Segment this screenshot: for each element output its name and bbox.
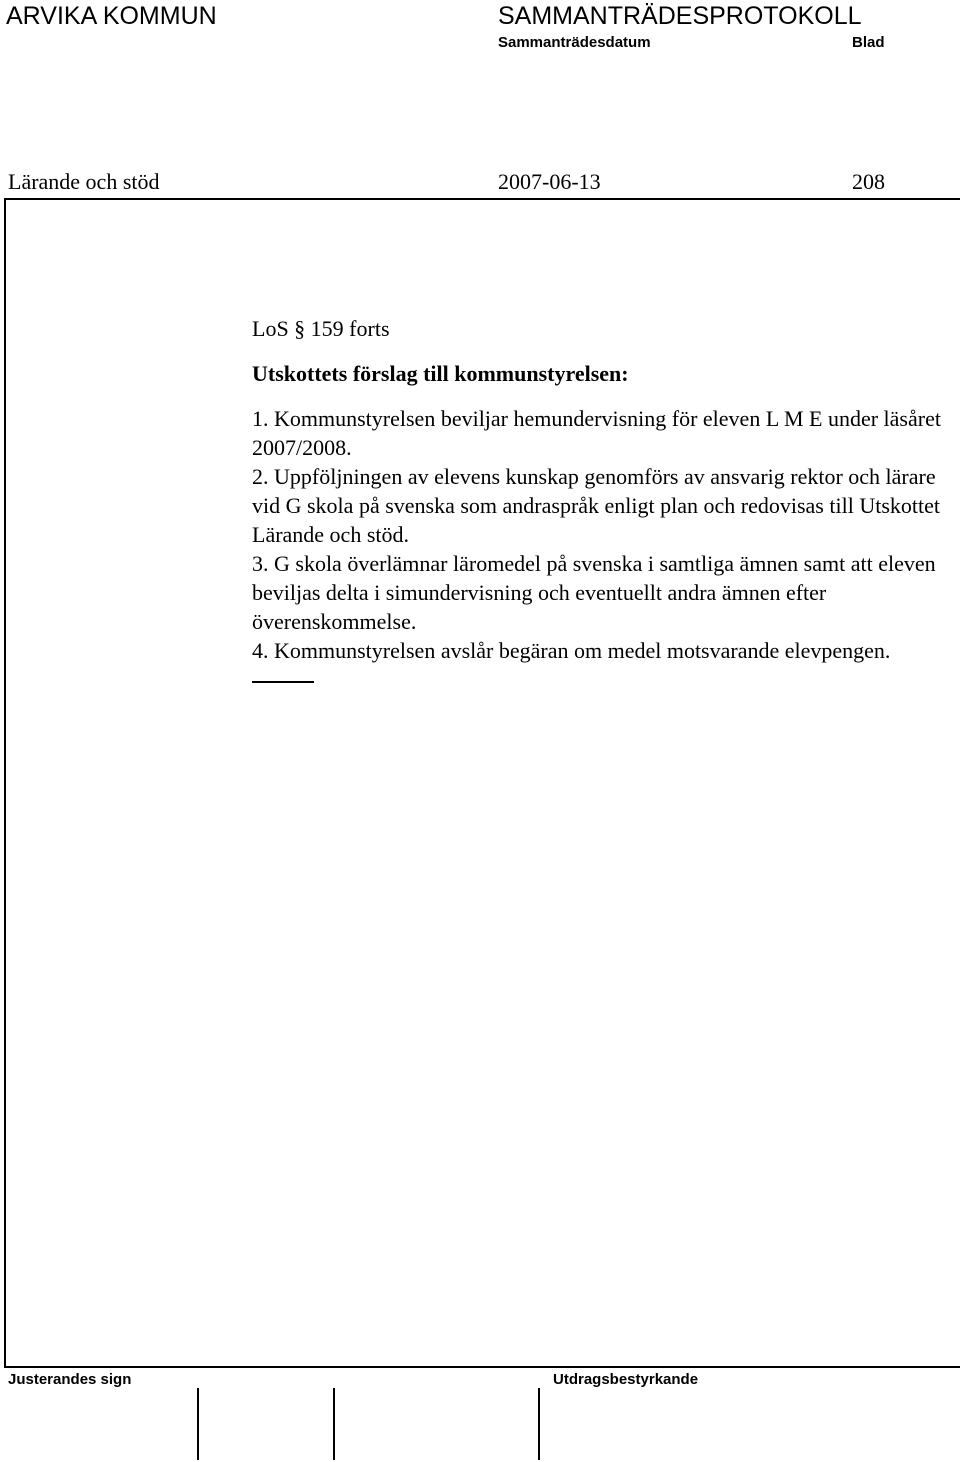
left-margin-rule	[4, 198, 6, 1366]
page-number: 208	[852, 169, 885, 194]
decision-item: 2. Uppföljningen av elevens kunskap genomförs av ansvarig rektor och lärare vid G skola på svenska som andraspråk enligt plan och redovisas till Utskottet Lärande och stöd.	[252, 464, 940, 547]
signature-box-divider	[538, 1388, 540, 1460]
meeting-date-label: Sammanträdesdatum	[498, 34, 651, 51]
header-divider	[4, 198, 960, 200]
decision-list	[252, 404, 942, 665]
signature-box-divider	[197, 1388, 199, 1460]
case-reference: LoS § 159 forts	[252, 316, 390, 341]
section-heading: Utskottets förslag till kommunstyrelsen:	[252, 361, 629, 386]
signature-box-divider	[333, 1388, 335, 1460]
document-type-title: SAMMANTRÄDESPROTOKOLL	[498, 2, 862, 30]
signature-label: Justerandes sign	[8, 1371, 132, 1388]
org-name: ARVIKA KOMMUN	[6, 2, 217, 30]
meeting-date: 2007-06-13	[498, 169, 601, 194]
end-rule	[252, 681, 314, 683]
protocol-content	[252, 314, 942, 683]
extract-certification-label: Utdragsbestyrkande	[553, 1371, 699, 1388]
page-label: Blad	[852, 34, 885, 51]
decision-item: 1. Kommunstyrelsen beviljar hemundervisning för eleven L M E under läsåret 2007/2008.	[252, 406, 941, 460]
decision-item: 4. Kommunstyrelsen avslår begäran om medel motsvarande elevpengen.	[252, 638, 891, 663]
footer-divider	[4, 1366, 960, 1368]
decision-item: 3. G skola överlämnar läromedel på svenska i samtliga ämnen samt att eleven beviljas delta i simundervisning och eventuellt andra ämnen efter överenskommelse.	[252, 551, 936, 634]
committee-name: Lärande och stöd	[8, 169, 160, 194]
